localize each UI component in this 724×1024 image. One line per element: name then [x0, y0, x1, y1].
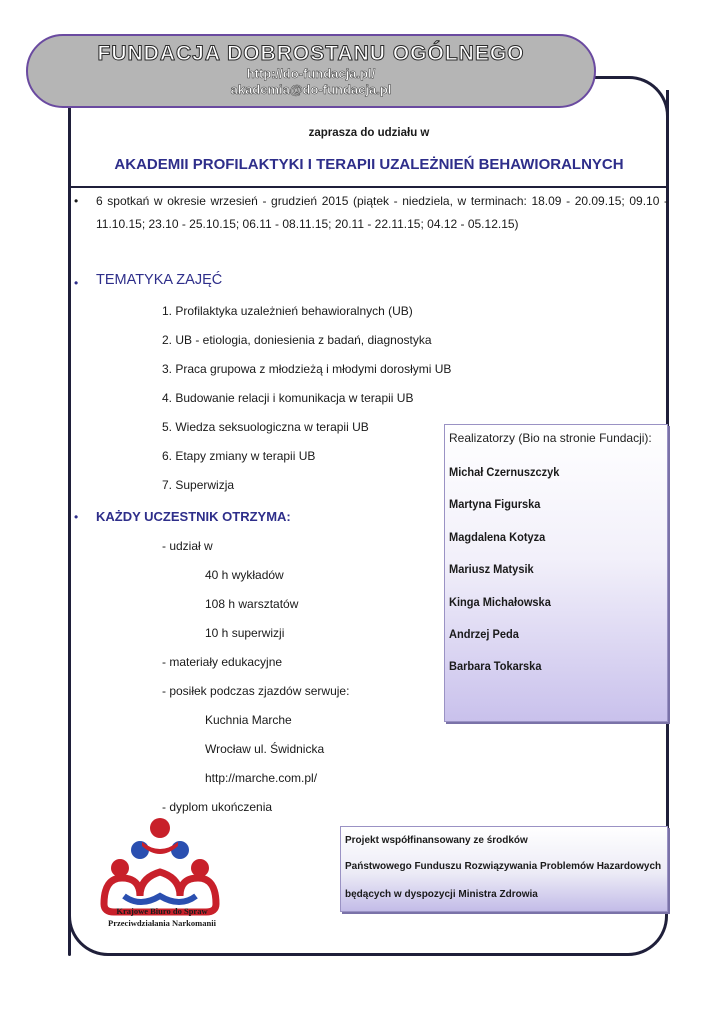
logo-text: Krajowe Biuro do Spraw: [116, 906, 208, 916]
invite-text: zaprasza do udziału w: [308, 127, 430, 139]
topic-item: 3. Praca grupowa z młodzieżą i młodymi dorosłymi UB: [162, 362, 452, 376]
bullet-icon: •: [74, 276, 79, 290]
funding-line: Projekt współfinansowany ze środków: [345, 835, 528, 846]
benefit-item: - posiłek podczas zjazdów serwuje:: [162, 684, 350, 698]
author-name: Kinga Michałowska: [449, 595, 551, 609]
topic-item: 5. Wiedza seksuologiczna w terapii UB: [162, 420, 369, 434]
author-name: Magdalena Kotyza: [449, 530, 546, 544]
academy-title: AKADEMII PROFILAKTYKI I TERAPII UZALEŻNIEŃ BEHAWIORALNYCH: [114, 156, 624, 173]
foundation-url[interactable]: http://do-fundacja.pl/: [246, 66, 376, 81]
benefit-item: 40 h wykładów: [205, 568, 284, 582]
topic-item: 4. Budowanie relacji i komunikacja w terapii UB: [162, 391, 414, 405]
author-name: Barbara Tokarska: [449, 659, 542, 673]
topic-item: 6. Etapy zmiany w terapii UB: [162, 449, 316, 463]
authors-label: Realizatorzy (Bio na stronie Fundacji):: [449, 431, 652, 445]
topic-item: 7. Superwizja: [162, 478, 235, 492]
logo-head-blue: [171, 841, 189, 859]
logo-head-red: [191, 859, 209, 877]
benefit-item: - materiały edukacyjne: [162, 655, 283, 669]
logo-head-blue: [131, 841, 149, 859]
author-name: Michał Czernuszczyk: [449, 465, 560, 479]
benefit-item: 10 h superwizji: [205, 626, 285, 640]
benefit-item: - dyplom ukończenia: [162, 800, 273, 814]
topic-item: 2. UB - etiologia, doniesienia z badań, diagnostyka: [162, 333, 432, 347]
bullet-icon: •: [74, 510, 79, 524]
authors-box: [444, 424, 668, 722]
benefits-heading: KAŻDY UCZESTNIK OTRZYMA:: [96, 509, 291, 524]
meetings-schedule: 6 spotkań w okresie wrzesień - grudzień 2015 (piątek - niedziela, w terminach: 18.09 - 20.09.15; 09.10 - 11.10.15; 23.10 - 25.10.15; 06.11 - 08.11.15; 20.11 - 22.11.15; 04.12 - 05.12.15): [96, 194, 668, 231]
logo-arms-blue: [124, 896, 196, 902]
venue-link[interactable]: http://marche.com.pl/: [205, 771, 318, 785]
venue-name: Kuchnia Marche: [205, 713, 292, 727]
benefit-item: 108 h warsztatów: [205, 597, 299, 611]
author-name: Andrzej Peda: [449, 627, 519, 641]
kbpn-logo-icon: [96, 816, 228, 934]
foundation-email[interactable]: akademia@do-fundacja.pl: [230, 82, 392, 97]
page-frame-left: [68, 76, 71, 956]
divider: [68, 186, 668, 188]
bullet-icon: •: [74, 194, 79, 208]
venue-address: Wrocław ul. Świdnicka: [205, 742, 325, 756]
author-name: Mariusz Matysik: [449, 562, 534, 576]
funding-line: będących w dyspozycji Ministra Zdrowia: [345, 889, 538, 900]
foundation-title: FUNDACJA DOBROSTANU OGÓLNEGO: [97, 42, 525, 65]
author-name: Martyna Figurska: [449, 497, 541, 511]
logo-head-red: [150, 818, 170, 838]
topic-item: 1. Profilaktyka uzależnień behawioralnych (UB): [162, 304, 413, 318]
logo-head-red: [111, 859, 129, 877]
logo-text: Przeciwdziałania Narkomanii: [108, 918, 216, 928]
funding-box: [340, 826, 668, 912]
funding-line: Państwowego Funduszu Rozwiązywania Problemów Hazardowych: [345, 861, 662, 872]
foundation-header: [26, 34, 596, 108]
topics-heading: TEMATYKA ZAJĘĆ: [96, 272, 223, 288]
benefit-item: - udział w: [162, 539, 213, 553]
